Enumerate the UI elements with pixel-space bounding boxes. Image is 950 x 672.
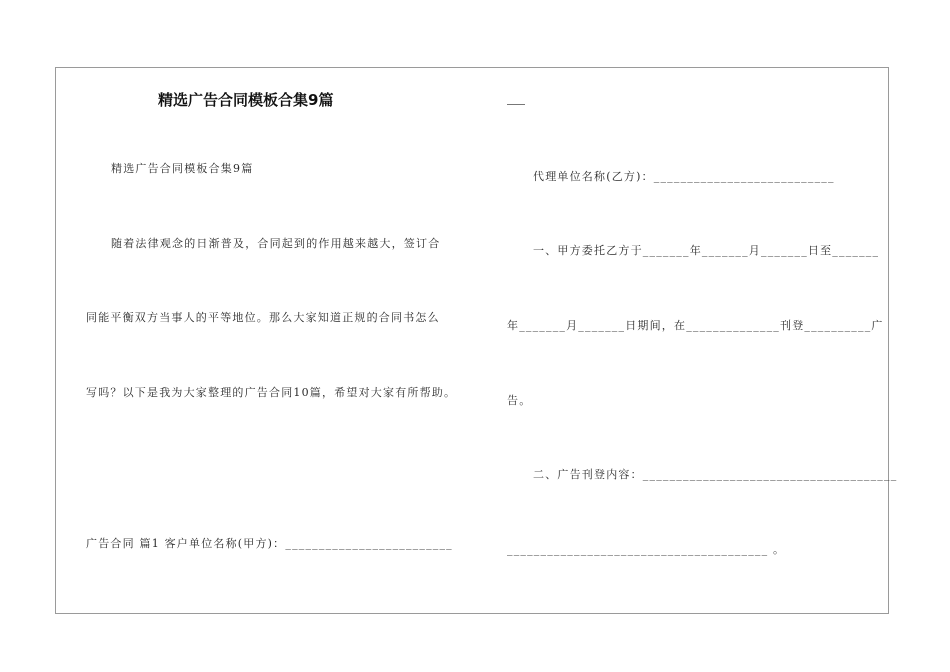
- right-agent-line: 代理单位名称(乙方)：___________________________: [533, 170, 835, 183]
- left-paragraph-line-2: 同能平衡双方当事人的平等地位。那么大家知道正规的合同书怎么: [86, 311, 440, 324]
- left-subtitle: 精选广告合同模板合集9篇: [111, 162, 254, 175]
- right-clause1-line-3: 告。: [507, 394, 532, 407]
- right-clause2-line-2: _______________________________________ 。: [507, 543, 786, 556]
- right-clause2-line-1: 二、广告刊登内容：______________________________________: [533, 468, 898, 481]
- page-frame: [55, 67, 889, 614]
- left-section-heading-line: 广告合同 篇1 客户单位名称(甲方)：_________________________: [86, 537, 453, 550]
- left-paragraph-line-1: 随着法律观念的日渐普及，合同起到的作用越来越大，签订合: [111, 237, 441, 250]
- top-right-rule: [507, 104, 525, 105]
- document-title: 精选广告合同模板合集9篇: [158, 91, 334, 109]
- right-clause1-line-1: 一、甲方委托乙方于_______年_______月_______日至_______: [533, 244, 880, 257]
- left-paragraph-line-3: 写吗？以下是我为大家整理的广告合同10篇，希望对大家有所帮助。: [86, 386, 457, 399]
- right-clause1-line-2: 年_______月_______日期间，在______________刊登__________广: [507, 319, 884, 332]
